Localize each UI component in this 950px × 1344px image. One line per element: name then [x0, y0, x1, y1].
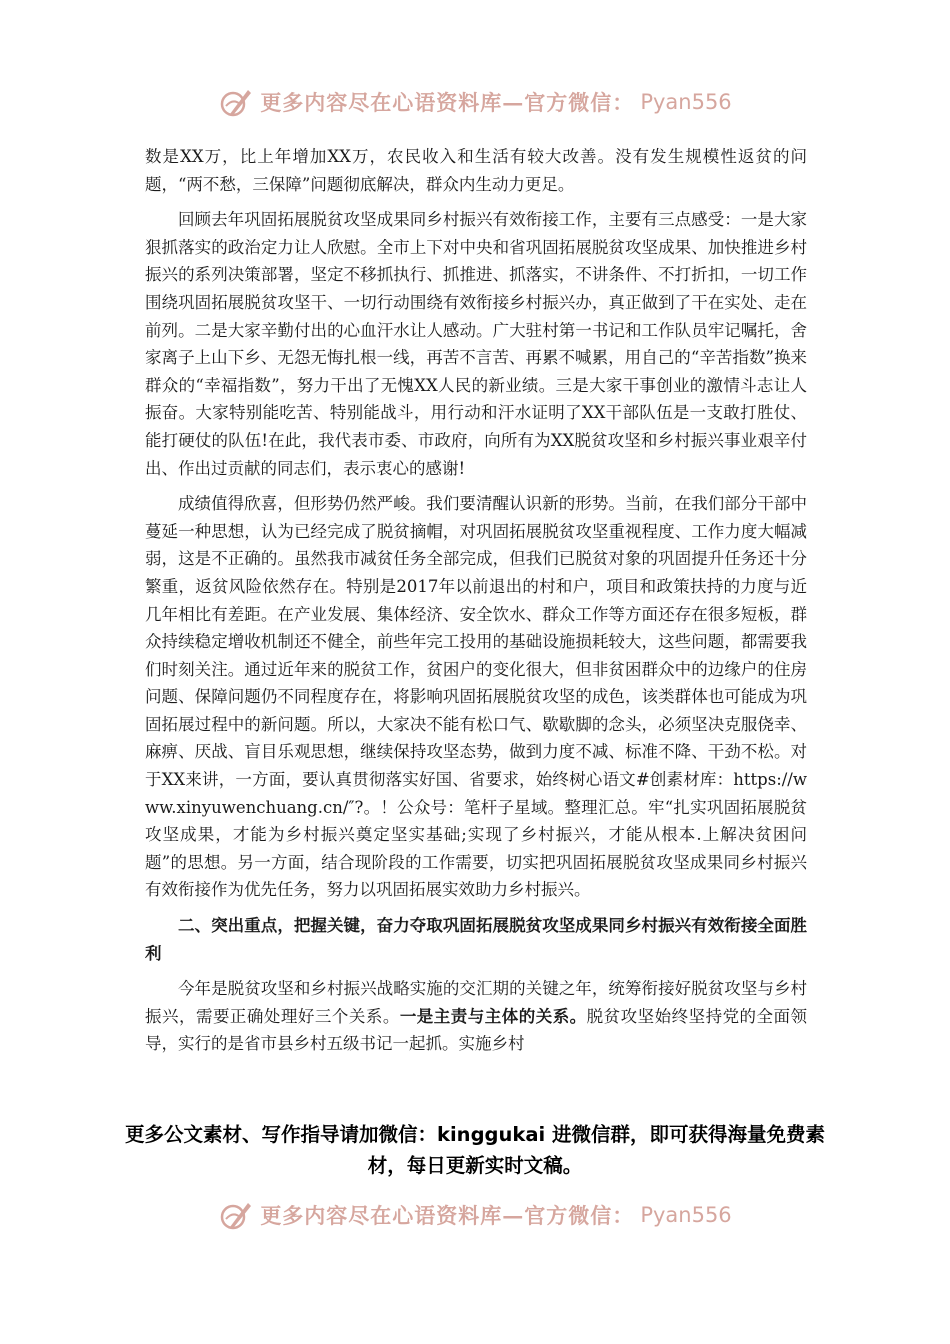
section-heading: 二、突出重点，把握关键，奋力夺取巩固拓展脱贫攻坚成果同乡村振兴有效衔接全面胜利: [145, 916, 807, 963]
paragraph-4-emphasis: 一是主责与主体的关系。: [399, 1006, 587, 1026]
paragraph-4-rest: 脱贫攻坚始终坚持党的全面领导，实行的是省市县乡村五级书记一起抓。实施乡村: [145, 1006, 808, 1054]
paragraph-2: 回顾去年巩固拓展脱贫攻坚成果同乡村振兴有效衔接工作，主要有三点感受：一是大家狠抓落实的政治定力让人欣慰。全市上下对中央和省巩固拓展脱贫攻坚成果、加快推进乡村振兴的系列决策部署，坚定不移抓执行、抓推进、抓落实，不讲条件、不打折扣，一切工作围绕巩固拓展脱贫攻坚干、一切行动围绕有效衔接乡村振兴办，真正做到了干在实处、走在前列。二是大家辛勤付出的心血汗水让人感动。广大驻村第一书记和工作队员牢记嘱托，舍家离子上山下乡、无怨无悔扎根一线，再苦不言苦、再累不喊累，用自己的“辛苦指数”换来群众的“幸福指数”，努力干出了无愧XX人民的新业绩。三是大家干事创业的激情斗志让人振奋。大家特别能吃苦、特别能战斗，用行动和汗水证明了XX干部队伍是一支敢打胜仗、能打硬仗的队伍!在此，我代表市委、市政府，向所有为XX脱贫攻坚和乡村振兴事业艰辛付出、作出过贡献的同志们，表示衷心的感谢!: [145, 210, 807, 478]
quill-logo-icon: [218, 84, 254, 120]
header-banner: [0, 80, 950, 124]
header-banner-title: 更多内容尽在心语资料库—官方微信：: [260, 90, 635, 115]
promo-text: 更多公文素材、写作指导请加微信：kinggukai 进微信群，即可获得海量免费素材，每日更新实时文稿。: [125, 1123, 825, 1177]
footer-banner: [0, 1193, 950, 1237]
header-banner-wechat: Pyan556: [640, 90, 732, 114]
document-body: [145, 143, 807, 1066]
quill-logo-icon: [218, 1197, 254, 1233]
paragraph-4: [145, 975, 807, 1058]
paragraph-1: 数是XX万，比上年增加XX万，农民收入和生活有较大改善。没有发生规模性返贫的问题，“两不愁，三保障”问题彻底解决，群众内生动力更足。: [145, 147, 807, 194]
paragraph-4-intro: 今年是脱贫攻坚和乡村振兴战略实施的交汇期的关键之年，统筹衔接好脱贫攻坚与乡村振兴，需要正确处理好三个关系。: [145, 979, 807, 1026]
footer-banner-title: 更多内容尽在心语资料库—官方微信：: [260, 1203, 635, 1228]
footer-banner-wechat: Pyan556: [640, 1203, 732, 1227]
paragraph-3: 成绩值得欣喜，但形势仍然严峻。我们要清醒认识新的形势。当前，在我们部分干部中蔓延一种思想，认为已经完成了脱贫摘帽，对巩固拓展脱贫攻坚重视程度、工作力度大幅减弱，这是不正确的。虽然我市减贫任务全部完成，但我们已脱贫对象的巩固提升任务还十分繁重，返贫风险依然存在。特别是2017年以前退出的村和户，项目和政策扶持的力度与近几年相比有差距。在产业发展、集体经济、安全饮水、群众工作等方面还存在很多短板，群众持续稳定增收机制还不健全，前些年完工投用的基础设施损耗较大，这些问题，都需要我们时刻关注。通过近年来的脱贫工作，贫困户的变化很大，但非贫困群众中的边缘户的住房问题、保障问题仍不同程度存在，将影响巩固拓展脱贫攻坚的成色，该类群体也可能成为巩固拓展过程中的新问题。所以，大家决不能有松口气、歇歇脚的念头，必须坚决克服侥幸、麻痹、厌战、盲目乐观思想，继续保持攻坚态势，做到力度不减、标准不降、干劲不松。对于XX来讲，一方面，要认真贯彻落实好国、省要求，始终树心语文#创素材库：https://www.xinyuwenchuang.cn/″?。！公众号：笔杆子星域。整理汇总。牢“扎实巩固拓展脱贫攻坚成果，才能为乡村振兴奠定坚实基础;实现了乡村振兴，才能从根本.上解决贫困问题”的思想。另一方面，结合现阶段的工作需要，切实把巩固拓展脱贫攻坚成果同乡村振兴有效衔接作为优先任务，努力以巩固拓展实效助力乡村振兴。: [145, 494, 807, 900]
